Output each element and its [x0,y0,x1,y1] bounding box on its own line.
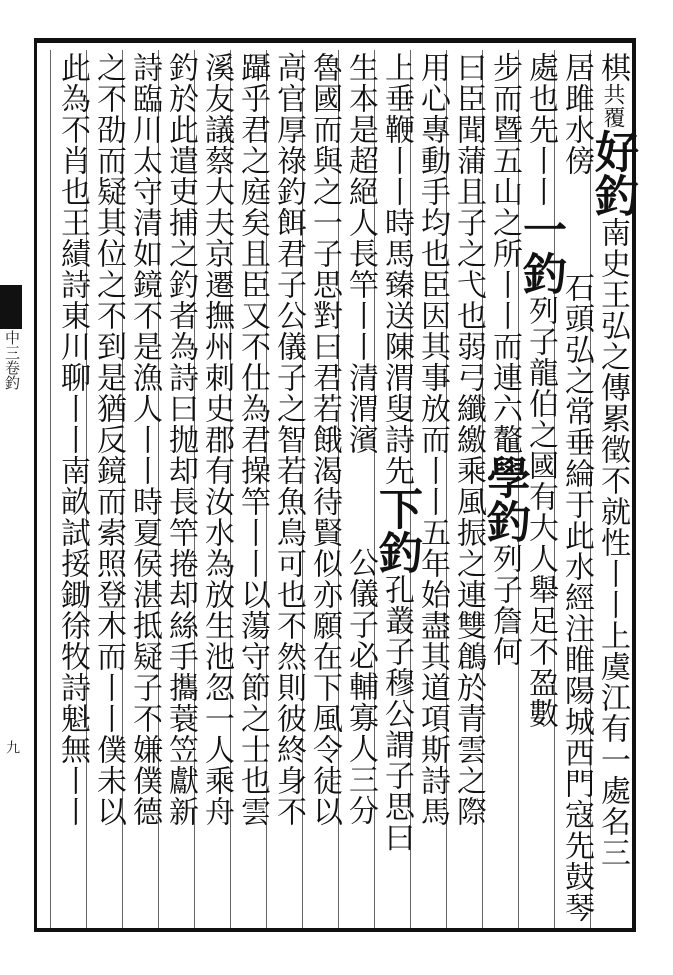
column-text: 列子龍伯之國有大人舉足不盈數 [523,295,558,729]
text-column-14 [124,52,164,924]
column-text: 此為不肖也王績詩東川聊丨丨南畝試挼鋤徐牧詩魁無丨丨 [55,52,90,827]
column-text: 列子詹何 [487,543,522,667]
text-column-7 [371,52,422,924]
text-column-16 [52,52,92,924]
column-text: 步而暨五山之所丨丨而連六鼇 [487,52,522,455]
entry-heading: 一釣 [515,207,566,295]
column-text: 石頭弘之常垂綸于此水經注睢陽城西門寇先鼓琴 [559,272,594,923]
text-column-1 [587,52,638,924]
text-column-8 [340,52,380,924]
text-column-10 [268,52,308,924]
margin-title: 中三卷釣 [3,330,21,390]
text-column-12 [196,52,236,924]
entry-heading: 好釣 [587,129,638,217]
column-text: 公儀子必輔寡人三分 [343,547,378,826]
text-column-11 [232,52,272,924]
column-text: 生本是超絕人長竿丨丨清渭濱 [343,52,378,455]
column-text: 上垂鞭丨丨時馬臻送陳渭叟詩先 [379,52,414,486]
column-text: 用心專動手均也臣因其事放而丨丨五年始盡其道項斯詩馬 [415,52,450,827]
left-border [34,38,37,932]
margin-page-number: 九 [4,740,20,754]
column-text: 南史王弘之傳累徵不就性丨丨上虞江有一處名三 [595,217,630,868]
column-text: 處也先丨丨 [523,52,558,207]
entry-heading: 下釣 [371,486,422,574]
margin-black-tab [0,285,22,329]
column-text: 釣於此遣吏捕之釣者為詩曰抛却長竿捲却絲手攜蓑笠獻新 [163,52,198,827]
column-divider [50,50,51,928]
text-column-2 [556,52,596,924]
top-border [34,38,636,43]
text-column-5 [448,52,488,924]
text-column-15 [88,52,128,924]
column-text: 高官厚祿釣餌君子公儀子之智若魚鳥可也不然則彼終身不 [271,52,306,827]
column-text-small: 共覆 [600,83,625,129]
column-text: 躡乎君之庭矣且臣又不仕為君操竿丨丨以蕩守節之士也雲 [235,52,270,827]
column-text: 曰臣聞蒲且子之弋也弱弓纖繳乘風振之連雙鶬於青雲之際 [451,52,486,827]
text-column-13 [160,52,200,924]
column-text: 詩臨川太守清如鏡不是漁人丨丨時夏侯湛抵疑子不嫌僕德 [127,52,162,827]
column-text: 之不劭而疑其位之不到是猶反鏡而索照登木而丨丨僕未以 [91,52,126,827]
column-text: 孔叢子穆公謂子思曰 [379,574,414,853]
column-text: 魯國而與之一子思對曰君若餓渴待賢似亦願在下風令徒以 [307,52,342,827]
column-text: 居雎水傍 [559,52,594,176]
entry-heading: 學釣 [479,455,530,543]
column-text: 棋 [595,52,630,83]
column-text: 溪友議蔡大夫京遷撫州刺史郡有汝水為放生池忽一人乘舟 [199,52,234,827]
bottom-border [34,928,636,932]
text-column-4 [479,52,530,924]
text-column-9 [304,52,344,924]
